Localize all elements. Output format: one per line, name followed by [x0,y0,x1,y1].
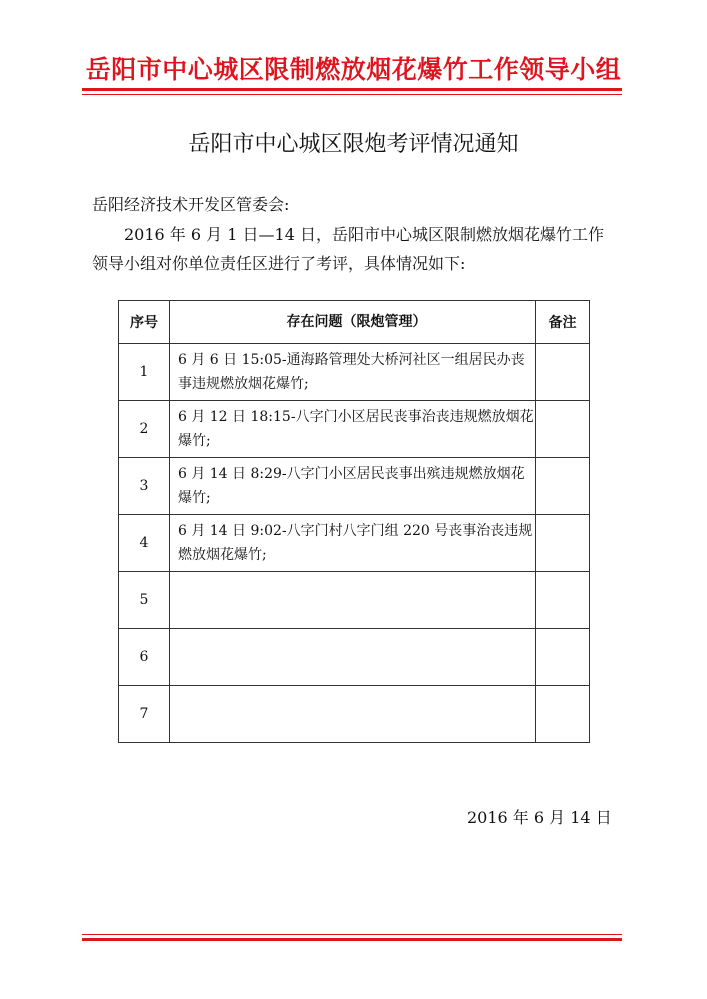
header-issue: 存在问题（限炮管理） [169,301,535,344]
footer-red-rule-thin [82,934,622,935]
row-no: 7 [119,686,170,743]
org-title: 岳阳市中心城区限制燃放烟花爆竹工作领导小组 [85,55,622,84]
row-no: 1 [119,344,170,401]
row-note [536,401,590,458]
row-issue [169,572,535,629]
table-row [119,629,590,686]
row-note [536,458,590,515]
row-issue: 6 月 6 日 15:05-通海路管理处大桥河社区一组居民办丧事违规燃放烟花爆竹; [169,344,535,401]
header-note: 备注 [536,301,590,344]
issue-date: 2016 年 6 月 14 日 [467,808,612,827]
row-issue [169,686,535,743]
table-row [119,572,590,629]
body-paragraph: 2016 年 6 月 1 日—14 日，岳阳市中心城区限制燃放烟花爆竹工作领导小组对你单位责任区进行了考评，具体情况如下: [92,225,604,273]
row-issue: 6 月 14 日 9:02-八字门村八字门组 220 号丧事治丧违规燃放烟花爆竹; [169,515,535,572]
row-no: 6 [119,629,170,686]
document-title: 岳阳市中心城区限炮考评情况通知 [188,132,519,157]
row-note [536,515,590,572]
table-row [119,401,590,458]
table-row [119,458,590,515]
row-issue: 6 月 12 日 18:15-八字门小区居民丧事治丧违规燃放烟花爆竹; [169,401,535,458]
table-row [119,515,590,572]
row-issue: 6 月 14 日 8:29-八字门小区居民丧事出殡违规燃放烟花爆竹; [169,458,535,515]
header-red-rule [82,88,622,91]
header-red-rule-thin [82,94,622,95]
row-issue [169,629,535,686]
row-no: 2 [119,401,170,458]
footer-red-rule [82,938,622,941]
row-note [536,572,590,629]
row-no: 4 [119,515,170,572]
table-header-row [119,301,590,344]
row-no: 5 [119,572,170,629]
header-no: 序号 [119,301,170,344]
row-no: 3 [119,458,170,515]
row-note [536,686,590,743]
recipient: 岳阳经济技术开发区管委会: [92,195,290,214]
table-row [119,686,590,743]
issues-table [118,300,590,743]
row-note [536,629,590,686]
table-row [119,344,590,401]
row-note [536,344,590,401]
